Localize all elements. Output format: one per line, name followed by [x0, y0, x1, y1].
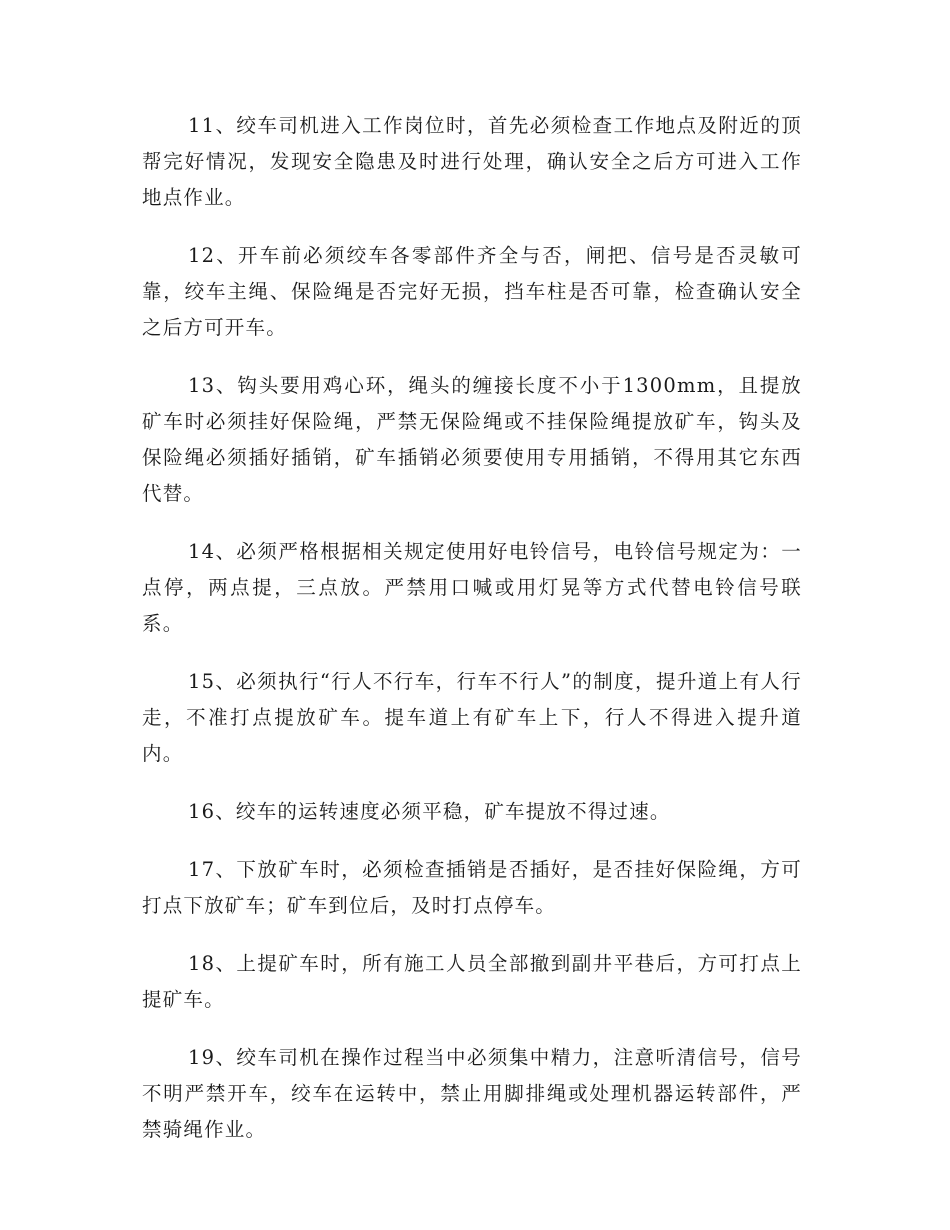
document-body [142, 108, 802, 1170]
paragraph-12: 12、开车前必须绞车各零部件齐全与否，闸把、信号是否灵敏可靠，绞车主绳、保险绳是否完好无损，挡车柱是否可靠，检查确认安全之后方可开车。 [142, 244, 802, 339]
paragraph-13: 13、钩头要用鸡心环，绳头的缠接长度不小于1300mm，且提放矿车时必须挂好保险绳，严禁无保险绳或不挂保险绳提放矿车，钩头及保险绳必须插好插销，矿车插销必须要使用专用插销，不得用其它东西代替。 [142, 374, 802, 505]
paragraph-11: 11、绞车司机进入工作岗位时，首先必须检查工作地点及附近的顶帮完好情况，发现安全隐患及时进行处理，确认安全之后方可进入工作地点作业。 [142, 114, 802, 209]
paragraph-17: 17、下放矿车时，必须检查插销是否插好，是否挂好保险绳，方可打点下放矿车；矿车到位后，及时打点停车。 [142, 858, 802, 917]
paragraph-15: 15、必须执行“行人不行车，行车不行人”的制度，提升道上有人行走，不准打点提放矿车。提车道上有矿车上下，行人不得进入提升道内。 [142, 670, 802, 765]
paragraph-19: 19、绞车司机在操作过程当中必须集中精力，注意听清信号，信号不明严禁开车，绞车在运转中，禁止用脚排绳或处理机器运转部件，严禁骑绳作业。 [142, 1046, 802, 1141]
paragraph-14: 14、必须严格根据相关规定使用好电铃信号，电铃信号规定为：一点停，两点提，三点放。严禁用口喊或用灯晃等方式代替电铃信号联系。 [142, 540, 802, 635]
paragraph-18: 18、上提矿车时，所有施工人员全部撤到副井平巷后，方可打点上提矿车。 [142, 952, 802, 1011]
paragraph-16: 16、绞车的运转速度必须平稳，矿车提放不得过速。 [188, 800, 671, 823]
